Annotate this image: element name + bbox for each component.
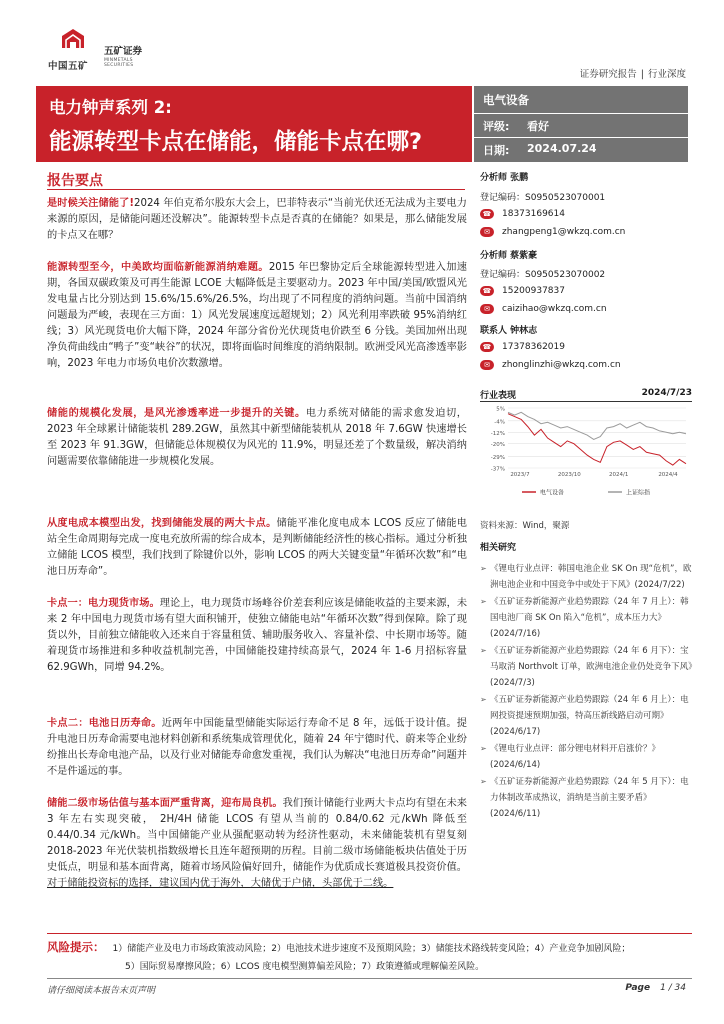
risk-line-1: 1）储能产业及电力市场政策波动风险；2）电池技术进步速度不及预期风险；3）储能技术路线转变风险；4）产业竞争加剧风险； [112,944,631,954]
footer-disclaimer: 请仔细阅读本报告末页声明 [47,986,156,996]
section-divider [47,189,465,190]
y-tick-label: -4% [494,419,505,426]
title-banner [36,86,472,162]
y-tick-label: -12% [490,430,505,437]
analyst-2-cert: 登记编码：S0950523070002 [480,270,606,280]
risk-divider [47,933,692,934]
rating-label: 评级: [483,120,510,133]
analyst-panel [480,170,692,370]
analyst-1-phone [480,209,680,220]
report-type: 证券研究报告 | 行业深度 [579,69,686,80]
y-tick-label: -37% [490,466,505,473]
paragraph-6 [47,716,467,780]
company-name-cn: 中国五矿 [48,61,89,72]
analyst-1-email[interactable] [480,227,680,238]
page-count: 1 / 34 [660,983,686,993]
footer-divider [47,978,692,979]
y-tick-label: -29% [490,455,505,462]
series-line [508,414,686,465]
email-icon: ✉ [480,360,494,370]
performance-chart [480,402,692,510]
contact-phone-number: 17378362019 [502,342,565,352]
paragraph-2-text: 2015 年巴黎协定后全球能源转型进入加速期，各国双碳政策及可再生能源 LCOE 大幅降低是主要驱动力。2023 年中国/美国/欧盟风光发电量占比分别达到 15.6%/15.6%/26.5%，均出现了不同程度的消纳问题。当前中国消纳问题最为严峻，表现在三方面：1）风光发展速度远超规划；2）风光利用率跌破 95%消纳红线；3）风光现货电价大幅下降，2024 年部分省份光伏现货电价跌至 6 分钱。美国加州出现净负荷曲线由“鸭子”变“峡谷”的状况，即将面临时间维度的消纳限制。欧洲受风光高渗透率影响，2023 年电力市场负电价次数激增。 [47,262,467,369]
page-label: Page [625,983,651,993]
paragraph-4-highlight: 从度电成本模型出发，找到储能发展的两大卡点。 [47,518,277,529]
paragraph-3-text: 电力系统对储能的需求愈发迫切，2023 年全球累计储能装机 289.2GW，虽然其中新型储能装机从 2018 年 7.6GW 快速增长至 2023 年 91.3GW，但储能总体规模仅为风光的 11.9%，明显还差了个数量级，解决消纳问题需要依靠储能进一步规模化发展。 [47,408,467,467]
related-item-text[interactable]: 《五矿证券新能源产业趋势跟踪（24 年 6 月下）：宝马取消 Northvolt 订单，欧洲电池企业仍处竞争下风》(2024/7/3) [490,646,693,688]
related-item-text[interactable]: 《五矿证券新能源产业趋势跟踪（24 年 6 月上）：电网投资提速预期加强，特高压新线路启动可期》(2024/6/17) [490,695,689,737]
related-heading: 相关研究 [480,543,517,553]
related-item[interactable] [480,741,694,773]
x-tick-label: 2023/10 [557,472,581,478]
paragraph-6-text: 近两年中国能量型储能实际运行寿命不足 8 年，远低于设计值。提升电池日历寿命需要电池材料创新和系统集成管理优化，随着 24 年宁德时代、蔚来等企业纷纷推出长寿命电池产品，以及行业对储能寿命愈发重视，我们认为解决“电池日历寿命”问题并不是件遥远的事。 [47,718,467,777]
analyst-2-phone-number: 15200937837 [502,286,565,296]
paragraph-5 [47,596,467,676]
analyst-1-cert: 登记编码：S0950523070001 [480,193,606,203]
paragraph-1-highlight: 是时候关注储能了! [47,198,134,209]
contact-email[interactable] [480,360,680,371]
arrow-icon: ➢ [480,564,487,573]
related-item[interactable] [480,692,694,740]
related-item[interactable] [480,774,694,822]
industry-performance [480,388,692,510]
date-value: 2024.07.24 [527,142,597,155]
rating-box [474,86,688,162]
contact-email-address[interactable]: zhonglinzhi@wkzq.com.cn [502,360,621,370]
risk-label: 风险提示： [47,940,105,954]
industry-name: 电气设备 [483,93,529,107]
report-type-2: 行业深度 [647,69,686,80]
arrow-icon: ➢ [480,646,487,655]
contact-phone [480,342,680,353]
analyst-2-name: 分析师 蔡紫豪 [480,251,538,261]
related-item[interactable] [480,643,694,691]
minmetals-logo-icon [60,28,86,52]
chart-source: 资料来源：Wind，聚源 [480,521,570,531]
date-row [483,142,597,158]
performance-date: 2024/7/23 [641,388,692,398]
arrow-icon: ➢ [480,597,487,606]
brand-name-en: MINMETALS SECURITIES [104,58,134,68]
analyst-1-email-address[interactable]: zhangpeng1@wkzq.com.cn [502,227,626,237]
rating-value: 看好 [527,120,549,133]
analyst-2-phone [480,286,680,297]
related-item[interactable] [480,561,694,593]
risk-warning [47,938,692,976]
company-logo [42,28,162,72]
brand-block [104,43,162,68]
rating-divider [474,137,688,138]
phone-icon: ☎ [480,342,494,352]
risk-line-2: 5）国际贸易摩擦风险；6）LCOS 度电模型测算偏差风险；7）政策遵循或理解偏差风险。 [125,962,485,972]
rating-divider [474,113,688,114]
paragraph-6-highlight: 卡点二：电池日历寿命。 [47,718,162,729]
analyst-2-email-address[interactable]: caizihao@wkzq.com.cn [502,304,607,314]
analyst-1-phone-number: 18373169614 [502,209,565,219]
related-item-text[interactable]: 《锂电行业点评：韩国电池企业 SK On 现“危机”，欧洲电池企业和中国竞争中或处于下风》(2024/7/22) [490,564,692,590]
paragraph-2 [47,260,467,372]
x-tick-label: 2024/1 [608,472,629,478]
legend-label: 上证综指 [626,489,651,497]
paragraph-3 [47,406,467,470]
brand-name: 五矿证券 [104,46,143,57]
paragraph-5-highlight: 卡点一：电力现货市场。 [47,598,160,609]
series-title: 电力钟声系列 2: [49,98,172,117]
arrow-icon: ➢ [480,695,487,704]
paragraph-7-recommendation: 对于储能投资标的选择，建议国内优于海外，大储优于户储，头部优于二线。 [47,878,394,889]
legend-label: 电气设备 [540,489,565,497]
analyst-1-name: 分析师 张鹏 [480,173,529,183]
email-icon: ✉ [480,304,494,314]
paragraph-7 [47,796,467,892]
related-item-text[interactable]: 《锂电行业点评：部分锂电材料开启涨价？》(2024/6/14) [490,744,661,770]
related-item-text[interactable]: 《五矿证券新能源产业趋势跟踪（24 年 5 月下）：电力体制改革成热议，消纳是当前主要矛盾》(2024/6/11) [490,777,689,819]
y-tick-label: -20% [490,442,505,449]
related-research [480,540,694,823]
related-item-text[interactable]: 《五矿证券新能源产业趋势跟踪（24 年 7 月上）：韩国电池厂商 SK On 陷入“危机”，成本压力大》(2024/7/16) [490,597,689,639]
paragraph-7-text: 我们预计储能行业两大卡点均有望在未来 3 年左右实现突破， 2H/4H 储能 LCOS 有望从当前的 0.84/0.62 元/kWh 降低至 0.44/0.34 元/kWh。当中国储能产业从强配驱动转为经济性驱动，未来储能装机有望复刻 2018-2023 年光伏装机指数级增长且连年超预期的历程。目前二级市场储能板块估值处于历史低点，明显和基本面背离，随着市场风险偏好回升，储能作为优质成长赛道极具投资价值。 [47,798,467,873]
phone-icon: ☎ [480,209,494,219]
contact-name: 联系人 钟林志 [480,326,538,336]
paragraph-1 [47,196,467,244]
report-title: 能源转型卡点在储能，储能卡点在哪? [49,129,423,155]
paragraph-1-text: 2024 年伯克希尔股东大会上，巴菲特表示“当前光伏还无法成为主要电力来源的原因，是储能问题还没解决”。能源转型卡点是否真的在储能？如果是，那么储能发展的卡点又在哪？ [47,198,467,241]
date-label: 日期: [483,144,510,157]
page-number [625,983,686,993]
paragraph-4-text: 储能平准化度电成本 LCOS 反应了储能电站全生命周期每完成一度电充放所需的综合成本，是判断储能经济性的核心指标。通过分析独立储能 LCOS 模型，我们找到了除键价以外，影响 LCOS 的两大关键变量“年循环次数”和“电池日历寿命”。 [47,518,467,577]
related-list [480,561,694,822]
performance-heading: 行业表现 [480,391,517,401]
paragraph-2-highlight: 能源转型至今，中美欧均面临新能源消纳难题。 [47,262,269,273]
x-tick-label: 2023/7 [510,472,530,478]
arrow-icon: ➢ [480,777,487,786]
rating-row [483,118,549,134]
arrow-icon: ➢ [480,744,487,753]
paragraph-3-highlight: 储能的规模化发展，是风光渗透率进一步提升的关键。 [47,408,306,419]
phone-icon: ☎ [480,286,494,296]
paragraph-7-highlight: 储能二级市场估值与基本面严重背离，迎布局良机。 [47,798,283,809]
paragraph-4 [47,516,467,580]
related-item[interactable] [480,594,694,642]
x-tick-label: 2024/4 [658,472,678,478]
report-type-1: 证券研究报告 [579,69,637,80]
email-icon: ✉ [480,227,494,237]
paragraph-5-text: 理论上，电力现货市场峰谷价差套利应该是储能收益的主要来源，未来 2 年中国电力现货市场有望大面积铺开，使独立储能电站“年循环次数”得到保障。除了现货以外，目前独立储能收入还来自于容量租赁、辅助服务收入、容量补偿、中长期市场等。随着现货市场推进和多种收益机制完善，中国储能投建持续高景气，2024 年 1-6 月招标容量 62.9GWh，同增 94.2%。 [47,598,468,673]
y-tick-label: 5% [496,406,505,413]
analyst-2-email[interactable] [480,304,680,315]
section-heading: 报告要点 [47,173,103,189]
